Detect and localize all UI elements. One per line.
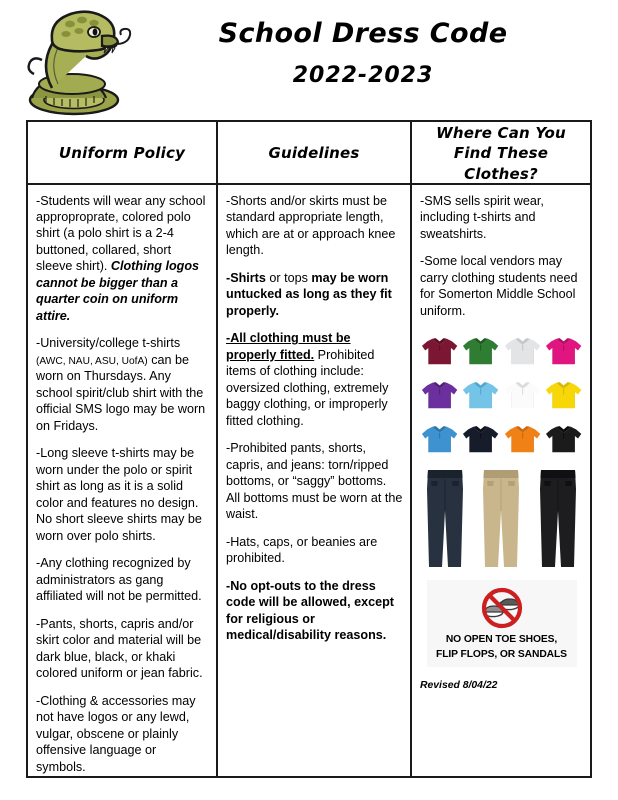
khaki-pants (478, 467, 524, 571)
guidelines-body (218, 185, 410, 776)
guideline-paragraph-1: -Shorts and/or skirts must be standard appropriate length, which are at or approach knee length. (226, 194, 396, 258)
light-grey-polo (503, 330, 542, 371)
white-polo (503, 374, 542, 415)
policy-paragraph-3: -Long sleeve t-shirts may be worn under the polo or spirit shirt as long as it is a solid color and features no design. No short sleeve shirts may be worn over polo shirts. (36, 446, 202, 543)
guideline-emphasis: may be worn untucked as long as they fit properly. (226, 270, 392, 318)
dark-blue-jeans (422, 467, 468, 571)
vendor-paragraph-2: -Some local vendors may carry clothing students need for Somerton Middle School uniform. (420, 254, 578, 318)
policy-university-list: (AWC, NAU, ASU, UofA) (36, 355, 148, 367)
title-block (134, 0, 618, 88)
pink-polo (544, 330, 583, 371)
black-pants (535, 467, 581, 571)
shoe-sign-line-1: NO OPEN TOE SHOES, (445, 634, 558, 646)
column-guidelines (218, 122, 412, 776)
black-polo (544, 418, 583, 459)
school-year: 2022-2023 (292, 63, 434, 89)
column-header-label: Where Can You Find These Clothes? (436, 124, 566, 183)
no-open-toe-shoes-icon (478, 585, 526, 631)
policy-paragraph-2 (36, 335, 209, 434)
guideline-paragraph-3 (226, 330, 403, 429)
guideline-emphasis: -All clothing must be properly fitted. (226, 331, 351, 362)
guideline-emphasis: -Shirts (226, 270, 266, 285)
guideline-text: or tops (265, 270, 312, 285)
light-blue-polo (461, 374, 500, 415)
column-where-to-find (412, 122, 590, 776)
guideline-paragraph-4: -Prohibited pants, shorts, capris, and jeans: torn/ripped bottoms, or “saggy” bottoms. All bottoms must be worn at the waist. (226, 441, 403, 522)
guideline-text: Prohibited items of clothing include: oversized clothing, extremely baggy clothing, or improperly fitted clothing. (226, 347, 389, 428)
vendor-paragraph-1: -SMS sells spirit wear, including t-shirts and sweatshirts. (420, 194, 544, 241)
policy-text: -University/college t-shirts (36, 336, 181, 351)
uniform-policy-body (28, 185, 216, 777)
guideline-paragraph-5: -Hats, caps, or beanies are prohibited. (226, 534, 378, 566)
yellow-polo (544, 374, 583, 415)
dress-code-table (26, 120, 592, 778)
policy-text: can be worn on Thursdays. Any school spirit/club shirt with the official SMS logo may be worn on Fridays. (36, 352, 206, 433)
page-header (0, 0, 618, 118)
column-uniform-policy (28, 122, 218, 776)
policy-paragraph-6: -Clothing & accessories may not have logos or any lewd, vulgar, obscene or plainly offensive language or symbols. (36, 693, 196, 774)
guideline-paragraph-2 (226, 270, 403, 319)
purple-polo (420, 374, 459, 415)
policy-paragraph-5: -Pants, shorts, capris and/or skirt color and material will be dark blue, black, or khaki colored uniform or jean fabric. (36, 616, 203, 681)
page-title: School Dress Code (218, 18, 508, 49)
no-open-toe-shoes-sign (427, 580, 577, 667)
navy-polo (461, 418, 500, 459)
revised-date: Revised 8/04/22 (420, 680, 498, 692)
policy-text: -Students will wear any school approproprate, colored polo shirt (a polo shirt is a 2-4 buttoned, collared, short sleeve shirt). (36, 193, 206, 274)
column-header-uniform-policy (28, 122, 216, 185)
maroon-polo (420, 330, 459, 371)
green-polo (461, 330, 500, 371)
guideline-paragraph-6: -No opt-outs to the dress code will be allowed, except for religious or medical/disability reasons. (226, 578, 394, 643)
column-header-guidelines (218, 122, 410, 185)
orange-polo (503, 418, 542, 459)
policy-paragraph-1 (36, 193, 209, 325)
pants-row (420, 467, 583, 571)
polo-shirt-grid (420, 330, 583, 459)
policy-paragraph-4: -Any clothing recognized by administrators as gang affiliated will not be permitted. (36, 556, 202, 604)
blue-polo (420, 418, 459, 459)
column-header-label: Guidelines (268, 144, 360, 163)
policy-emphasis: Clothing logos cannot be bigger than a quarter coin on uniform attire. (36, 259, 200, 323)
shoe-sign-line-2: FLIP FLOPS, OR SANDALS (436, 649, 567, 661)
column-header-where-to-find (412, 122, 590, 185)
column-header-label: Uniform Policy (58, 144, 186, 163)
snake-mascot-icon (22, 4, 134, 119)
where-to-find-body (412, 185, 590, 776)
